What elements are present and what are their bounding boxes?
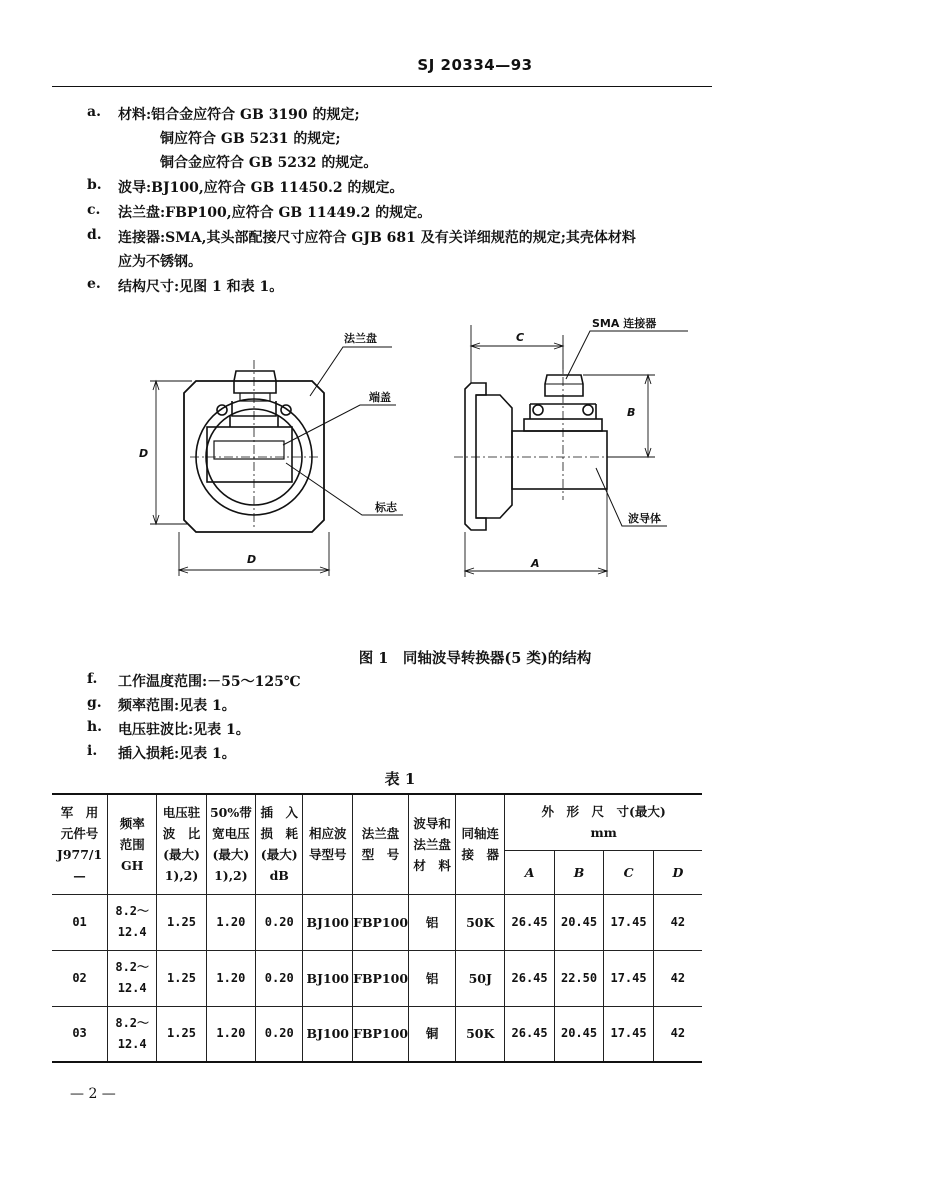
item-marker: e. (87, 276, 101, 292)
item-text: 材料:铝合金应符合 GB 3190 的规定; (118, 107, 360, 123)
list-item-continuation: 铜合金应符合 GB 5232 的规定。 (160, 155, 378, 171)
figure-1-drawing (0, 300, 950, 640)
item-text: 应为不锈钢。 (118, 254, 202, 270)
item-marker: a. (87, 104, 101, 120)
dim-label-C: C (516, 331, 525, 344)
side-view (454, 325, 688, 577)
item-text: 频率范围:见表 1。 (118, 698, 236, 714)
table-row: 02 8.2～ 12.4 1.25 1.20 0.20 BJ100 FBP100 铝 50J 26.45 22.50 17.45 42 (52, 950, 702, 1006)
header-dim-C: C (604, 850, 653, 894)
dim-label-B: B (627, 406, 636, 419)
header-dim-B: B (554, 850, 603, 894)
figure-caption: 图 1 同轴波导转换器(5 类)的结构 (358, 650, 592, 667)
item-marker: c. (87, 202, 101, 218)
item-marker: h. (87, 719, 103, 735)
list-item-continuation: 铜应符合 GB 5231 的规定; (160, 131, 341, 147)
item-marker: i. (87, 743, 98, 759)
label-waveguide-body: 波导体 (628, 512, 661, 525)
item-text: 插入损耗:见表 1。 (118, 746, 236, 762)
item-text: 连接器:SMA,其头部配接尺寸应符合 GJB 681 及有关详细规范的规定;其壳体材料 (118, 230, 636, 246)
label-flange: 法兰盘 (344, 332, 377, 345)
item-text: 法兰盘:FBP100,应符合 GB 11449.2 的规定。 (118, 205, 432, 221)
front-view (150, 347, 403, 576)
label-endcap: 端盖 (369, 391, 391, 404)
header-waveguide-type: 相应波 导型号 (303, 794, 353, 894)
dim-label-D-bottom: D (247, 553, 257, 566)
spec-table (52, 793, 702, 1063)
header-dim-D: D (653, 850, 702, 894)
label-mark: 标志 (375, 501, 397, 514)
table-row: 01 8.2～ 12.4 1.25 1.20 0.20 BJ100 FBP100 铝 50K 26.45 20.45 17.45 42 (52, 894, 702, 950)
header-vswr-50: 50%带 宽电压 (最大) 1),2) (206, 794, 255, 894)
dim-label-A: A (531, 557, 540, 570)
dim-label-D-left: D (139, 447, 149, 460)
item-text: 工作温度范围:－55～125℃ (118, 674, 301, 690)
item-marker: d. (87, 227, 102, 243)
header-dim-A: A (505, 850, 554, 894)
header-frequency: 频率 范围 GH (108, 794, 157, 894)
header-part-number: 军 用 元件号 J977/1— (52, 794, 108, 894)
item-text: 波导:BJ100,应符合 GB 11450.2 的规定。 (118, 180, 404, 196)
header-material: 波导和 法兰盘 材 料 (409, 794, 456, 894)
item-marker: g. (87, 695, 102, 711)
document-code: SJ 20334—93 (417, 56, 533, 74)
item-marker: b. (87, 177, 102, 193)
header-flange-type: 法兰盘 型 号 (353, 794, 409, 894)
item-marker: f. (87, 671, 98, 687)
header-insertion-loss: 插 入 损 耗 (最大) dB (256, 794, 303, 894)
header-dimensions: 外 形 尺 寸(最大) mm (505, 794, 702, 850)
item-text: 电压驻波比:见表 1。 (118, 722, 250, 738)
header-connector: 同轴连 接 器 (456, 794, 505, 894)
table-title: 表 1 (384, 770, 416, 788)
header-rule (52, 86, 712, 87)
item-text: 结构尺寸:见图 1 和表 1。 (118, 279, 284, 295)
page-number: — 2 — (70, 1086, 116, 1102)
label-sma-connector: SMA 连接器 (592, 317, 657, 330)
table-row: 03 8.2～ 12.4 1.25 1.20 0.20 BJ100 FBP100 铜 50K 26.45 20.45 17.45 42 (52, 1006, 702, 1062)
header-vswr: 电压驻 波 比 (最大) 1),2) (157, 794, 206, 894)
